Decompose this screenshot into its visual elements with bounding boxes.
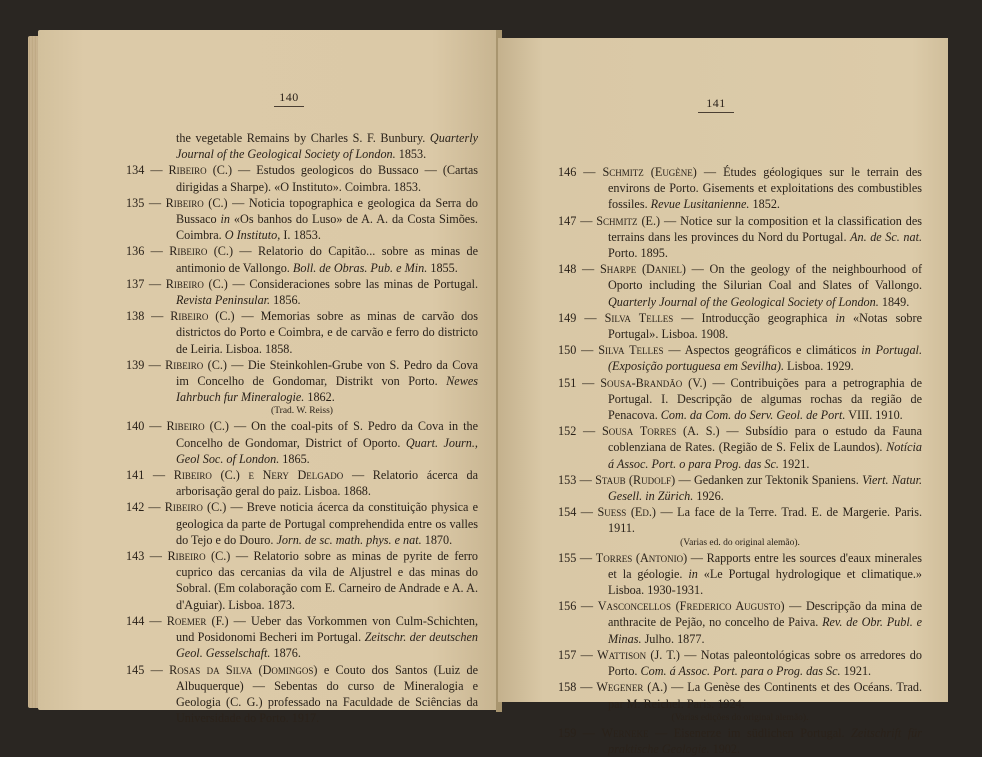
entry-author: Ribeiro (C.) — [166, 419, 229, 434]
entry-text: 1902. — [709, 741, 741, 756]
entry-text: 1876. — [270, 646, 301, 661]
entry-text: 1856. — [270, 293, 301, 308]
entry-author: Wegener (A.) — [596, 680, 668, 695]
entry-text: — Memorias sobre as minas de carvão dos districtos do Porto e Coimbra, e de carvão e ferro do districto de Leiria. Lisboa. 1858. — [176, 309, 478, 356]
list-item: 143 — Ribeiro (C.) — Relatorio sobre as minas de pyrite de ferro cuprico das cercanias da vila de Aljustrel e das minas do Sobral. (Em colaboração com E. Carneiro de Andrade e A. A. d'Aguiar). Lisboa. 1873. — [126, 549, 478, 612]
entry-author: Sharpe (Daniel) — [599, 262, 686, 277]
list-item: 156 — Vasconcellos (Frederico Augusto) — Descripção da mina de anthracite de Pejão, no concelho de Paiva. Rev. de Obr. Publ. e Minas. Julho. 1877. — [558, 599, 922, 646]
entry-text: 1855. — [427, 260, 458, 275]
entry-text: 1862. — [304, 390, 335, 405]
entry-author: Ribeiro (C.) — [165, 357, 227, 372]
list-item: 140 — Ribeiro (C.) — On the coal-pits of S. Pedro da Cova in the Concelho de Gondomar, District of Oporto. Quart. Journ., Geol Soc. of London. 1865. — [126, 419, 479, 466]
entry-author: Ribeiro (C.) e Nery Delgado — [173, 468, 344, 483]
entry-text: — Relatorio ácerca da arborisação geral do paiz. Lisboa. 1868. — [176, 468, 478, 499]
entry-italic: Newes Iahrbuch fur Mineralogie. — [176, 374, 478, 405]
entry-number: 148 — [558, 262, 577, 277]
entry-text: — Gedanken zur Tektonik Spaniens. — [675, 472, 863, 487]
entry-italic: Zeitschrift für praktische Geologie. — [608, 725, 922, 756]
entry-italic: in — [835, 310, 845, 325]
entry-text: , I. 1853. — [277, 228, 321, 243]
open-book — [28, 30, 950, 756]
entry-note: (Varias ed. do original alemão). — [680, 537, 800, 548]
entry-text: — Aspectos geográficos e climáticos — [663, 343, 862, 358]
entry-text: — Rapports entre les sources d'eaux minerales et la géologie. — [608, 550, 923, 581]
entry-number: 146 — [558, 165, 577, 179]
entry-author: Ribeiro (C.) — [164, 500, 227, 515]
list-item: 145 — Rosas da Silva (Domingos) e Couto dos Santos (Luiz de Albuquerque) — Sebentas do curso de Mineralogia e Geologia (C. G.) professado na Faculdade de Sciências da Universidade do Porto. 1917. — [126, 662, 478, 726]
entry-number: 143 — [126, 549, 145, 564]
list-item: 137 — Ribeiro (C.) — Consideraciones sobre las minas de Portugal. Revista Peninsular. 1856. — [126, 276, 479, 308]
page-number: 141 — [698, 96, 734, 113]
right-page — [498, 38, 948, 756]
entry-number: 156 — [558, 599, 577, 614]
entry-italic: in Portugal. (Exposição portuguesa em Sevilha). — [608, 343, 922, 374]
entry-number: 145 — [126, 662, 145, 677]
entry-italic: Rev. de Obr. Publ. e Minas. — [608, 615, 922, 646]
entry-italic: Revista Peninsular. — [176, 293, 271, 308]
entry-text: — Eisenerze im südlichen Portugal. — [648, 725, 852, 740]
list-item: 138 — Ribeiro (C.) — Memorias sobre as minas de carvão dos districtos do Porto e Coimbra, e de carvão e ferro do districto de Leiria. Lisboa. 1858. — [126, 309, 478, 356]
entry-author: Ribeiro (C.) — [169, 244, 234, 259]
list-item: 142 — Ribeiro (C.) — Breve noticia ácerca da constituição physica e geologica da parte de Portugal comprehendida entre os valles do Tejo e do Douro. Jorn. de sc. math. phys. e nat. 1870. — [126, 500, 479, 547]
entry-text: 1921. — [840, 664, 872, 679]
entry-number: 157 — [558, 647, 577, 662]
entry-text: «Os banhos do Luso» de A. A. da Costa Simões. Coimbra. — [176, 212, 478, 243]
entry-text: Lisboa. 1929. — [784, 359, 854, 374]
entry-italic: Quarterly Journal of the Geological Society of London. — [608, 294, 879, 309]
entry-number: 141 — [126, 468, 145, 483]
list-item: 153 — Staub (Rudolf) — Gedanken zur Tektonik Spaniens. Viert. Natur. Gesell. in Zürich. 1926. — [558, 472, 923, 504]
entry-italic: O Instituto — [224, 228, 278, 243]
entry-number: 149 — [558, 310, 577, 325]
entry-author: Silva Telles — [598, 343, 664, 358]
list-item: 151 — Sousa-Brandão (V.) — Contribuições para a petrographia de Portugal. I. Descripção de algumas rochas da região de Penacova. Com. da Com. do Serv. Geol. de Port. VIII. 1910. — [558, 375, 922, 423]
list-item: 149 — Silva Telles — Introducção geographica in «Notas sobre Portugal». Lisboa. 1908. — [558, 310, 922, 342]
entry-text: 1870. — [421, 532, 453, 547]
entry-text: — Die Steinkohlen-Grube von S. Pedro da Cova im Concelho de Gondomar, Distrikt von Porto. — [176, 357, 479, 389]
entry-author: Staub (Rudolf) — [595, 472, 676, 487]
entry-italic: Viert. Natur. Gesell. in Zürich. — [608, 472, 923, 504]
entry-text: 1865. — [279, 451, 310, 466]
entry-text: — Estudos geologicos do Bussaco — (Cartas dirigidas a Sharpe). «O Instituto». Coimbra. 1853. — [176, 163, 479, 194]
entry-number: 151 — [558, 375, 577, 390]
entry-text: — Consideraciones sobre las minas de Portugal. — [227, 276, 479, 291]
list-item: 134 — Ribeiro (C.) — Estudos geologicos do Bussaco — (Cartas dirigidas a Sharpe). «O Instituto». Coimbra. 1853. — [126, 163, 479, 194]
entry-number: 142 — [126, 500, 145, 515]
entry-text: «Le Portugal hydrologique et climatique.» Lisboa. 1930-1931. — [608, 566, 922, 598]
list-item: 157 — Wattison (J. T.) — Notas paleontológicas sobre os arredores do Porto. Com. á Assoc. Port. para o Prog. das Sc. 1921. — [558, 647, 922, 679]
entry-number: 155 — [558, 550, 577, 565]
entry-number: 158 — [558, 680, 577, 695]
entry-italic: Com. da Com. do Serv. Geol. de Port. — [660, 408, 846, 423]
entry-number: 136 — [126, 244, 145, 259]
list-item: 141 — Ribeiro (C.) e Nery Delgado — Relatorio ácerca da arborisação geral do paiz. Lisboa. 1868. — [126, 468, 478, 499]
entry-number: 137 — [126, 276, 145, 291]
entry-italic: Boll. de Obras. Pub. e Min. — [292, 260, 428, 275]
entry-italic: Zeitschr. der deutschen Geol. Gesselschaft. — [176, 630, 478, 661]
list-item: 150 — Silva Telles — Aspectos geográficos e climáticos in Portugal. (Exposição portuguesa em Sevilha). Lisboa. 1929. — [558, 343, 922, 374]
continued-entry: the vegetable Remains by Charles S. F. Bunbury. Quarterly Journal of the Geological Society of London. 1853. — [176, 131, 478, 162]
entry-number: 147 — [558, 213, 577, 228]
entry-text: — Relatorio sobre as minas de pyrite de ferro cuprico das cercanias da vila de Aljustrel e das minas do Sobral. (Em colaboração com E. Carneiro de Andrade e A. A. d'Aguiar). Lisboa. 1873. — [176, 549, 478, 612]
entry-author: Ribeiro (C.) — [165, 195, 228, 210]
list-item: 146 — Schmitz (Eugène) — Études géologiques sur le terrain des environs de Porto. Gisements et exploitations des combustibles fossiles. Revue Lusitanienne. 1852. — [558, 165, 922, 212]
entry-number: 153 — [558, 472, 577, 487]
entry-text: — La face de la Terre. Trad. E. de Margerie. Paris. 1911. — [608, 505, 922, 536]
entry-text: — Ueber das Vorkommen von Culm-Schichten, und Posidonomi Becheri im Portugal. — [176, 613, 478, 645]
entry-author: Roemer (F.) — [166, 613, 229, 628]
list-item: 159 — Werneke — Eisenerze im südlichen Portugal. Zeitschrift für praktische Geologie. 1902. — [558, 725, 922, 756]
entry-italic: Notícia á Assoc. Port. o para Prog. das Sc. — [608, 440, 922, 471]
entry-text: 1921. — [778, 456, 810, 471]
entry-author: Rosas da Silva (Domingos) — [169, 662, 318, 677]
entry-author: Wattison (J. T.) — [597, 647, 680, 662]
entry-author: Suess (Ed.) — [597, 505, 656, 520]
entry-text: — Notas paleontológicas sobre os arredores do Porto. — [608, 647, 922, 679]
entry-author: Werneke — [601, 725, 649, 740]
entry-italic: Jorn. de sc. math. phys. e nat. — [276, 532, 422, 547]
entry-number: 140 — [126, 419, 145, 434]
entry-author: Schmitz (Eugène) — [602, 165, 697, 179]
entry-note: (Varias edições do original alemão). — [671, 712, 809, 723]
entry-author: Silva Telles — [604, 310, 674, 325]
entry-text: e Couto dos Santos (Luiz de Albuquerque) — Sebentas do curso de Mineralogia e Geologia (C. G.) professado na Faculdade de Sciências da Universidade do Porto. 1917. — [176, 662, 478, 726]
entry-author: Sousa-Brandão (V.) — [600, 375, 707, 390]
list-item: 144 — Roemer (F.) — Ueber das Vorkommen von Culm-Schichten, und Posidonomi Becheri im Portugal. Zeitschr. der deutschen Geol. Gesselschaft. 1876. — [126, 613, 478, 661]
entry-italic: Com. á Assoc. Port. para o Prog. das Sc. — [640, 664, 841, 679]
entry-italic: An. de Sc. nat. — [850, 229, 923, 244]
list-item: 135 — Ribeiro (C.) — Noticia topographica e geologica da Serra do Bussaco in «Os banhos do Luso» de A. A. da Costa Simões. Coimbra. O Instituto, I. 1853. — [126, 195, 479, 243]
list-item: 139 — Ribeiro (C.) — Die Steinkohlen-Grube von S. Pedro da Cova im Concelho de Gondomar, Distrikt von Porto. Newes Iahrbuch fur Mineralogie. 1862. — [126, 357, 479, 405]
entry-text: 1852. — [749, 197, 780, 212]
entry-text: — Introducção geographica — [673, 310, 836, 325]
list-item: 136 — Ribeiro (C.) — Relatorio do Capitão... sobre as minas de antimonio de Vallongo. Boll. de Obras. Pub. e Min. 1855. — [126, 244, 478, 275]
entry-text: — On the coal-pits of S. Pedro da Cova in the Concelho de Gondomar, District of Oporto. — [176, 419, 479, 450]
list-item: 154 — Suess (Ed.) — La face de la Terre. Trad. E. de Margerie. Paris. 1911. — [558, 505, 922, 536]
entry-text: — Études géologiques sur le terrain des environs de Porto. Gisements et exploitations des combustibles fossiles. — [608, 165, 922, 212]
entry-italic: Quart. Journ., Geol Soc. of London. — [176, 435, 478, 466]
entry-author: Vasconcellos (Frederico Augusto) — [597, 599, 785, 614]
entry-italic: Revue Lusitanienne. — [650, 197, 750, 212]
entry-text: Julho. 1877. — [641, 631, 705, 646]
entry-italic: in — [220, 212, 231, 227]
entry-text: 1926. — [693, 489, 724, 504]
entry-number: 150 — [558, 343, 577, 358]
entry-number: 139 — [126, 357, 145, 372]
entry-text: — Descripção da mina de anthracite de Pejão, no concelho de Paiva. — [608, 599, 922, 630]
entry-author: Ribeiro (C.) — [170, 309, 235, 324]
entry-number: 135 — [126, 195, 145, 210]
list-item: 155 — Torres (Antonio) — Rapports entre les sources d'eaux minerales et la géologie. in «Le Portugal hydrologique et climatique.» Lisboa. 1930-1931. — [558, 550, 923, 598]
entry-text: — Breve noticia ácerca da constituição physica e geologica da parte de Portugal comprehendida entre os valles do Tejo e do Douro. — [176, 500, 479, 547]
entry-text: «Notas sobre Portugal». Lisboa. 1908. — [608, 310, 922, 342]
bibliography-list — [126, 130, 478, 726]
list-item: 152 — Sousa Torres (A. S.) — Subsídio para o estudo da Fauna coblenziana de Rates. (Região de S. Felix de Laundos). Notícia á Assoc. Port. o para Prog. das Sc. 1921. — [558, 424, 922, 471]
page-number: 140 — [274, 90, 304, 107]
list-item: 158 — Wegener (A.) — La Genèse des Continents et des Océans. Trad. par M. Reichel. Paris. 1924. — [558, 680, 923, 711]
entry-text: — Relatorio do Capitão... sobre as minas de antimonio de Vallongo. — [176, 244, 478, 275]
entry-note: (Trad. W. Reiss) — [271, 406, 333, 417]
entry-text: — La Genèse des Continents et des Océans. Trad. par M. Reichel. Paris. 1924. — [608, 680, 923, 711]
entry-author: Torres (Antonio) — [595, 550, 688, 565]
entry-text: VIII. 1910. — [845, 408, 903, 423]
bibliography-list — [558, 164, 922, 757]
entry-number: 152 — [558, 424, 577, 439]
left-page — [38, 30, 502, 726]
entry-author: Ribeiro (C.) — [165, 276, 228, 291]
entry-italic: in — [688, 566, 698, 581]
entry-number: 159 — [558, 725, 577, 740]
entry-text: — Noticia topographica e geologica da Serra do Bussaco — [176, 195, 479, 227]
entry-text: — Notice sur la composition et la classification des terrains dans les provinces du Nord du Portugal. — [608, 213, 922, 244]
entry-text: Porto. 1895. — [608, 246, 668, 261]
entry-text: 1849. — [878, 294, 910, 309]
entry-author: Schmitz (E.) — [596, 213, 661, 228]
entry-number: 144 — [126, 613, 145, 628]
entry-author: Ribeiro (C.) — [168, 163, 232, 178]
entry-text: — Subsídio para o estudo da Fauna coblenziana de Rates. (Região de S. Felix de Laundos). — [608, 424, 922, 455]
entry-author: Sousa Torres (A. S.) — [602, 424, 720, 439]
list-item: 148 — Sharpe (Daniel) — On the geology of the neighbourhood of Oporto including the Silurian Coal and Slates of Vallongo. Quarterly Journal of the Geological Society of London. 1849. — [558, 262, 922, 309]
entry-author: Ribeiro (C.) — [167, 549, 231, 564]
entry-text: — On the geology of the neighbourhood of Oporto including the Silurian Coal and Slates of Vallongo. — [608, 262, 922, 293]
entry-number: 138 — [126, 309, 145, 324]
entry-number: 154 — [558, 505, 577, 520]
entry-number: 134 — [126, 163, 145, 178]
entry-text: — Contribuições para a petrographia de Portugal. I. Descripção de algumas rochas da região de Penacova. — [608, 375, 922, 423]
list-item: 147 — Schmitz (E.) — Notice sur la composition et la classification des terrains dans les provinces du Nord du Portugal. An. de Sc. nat. Porto. 1895. — [558, 213, 923, 261]
